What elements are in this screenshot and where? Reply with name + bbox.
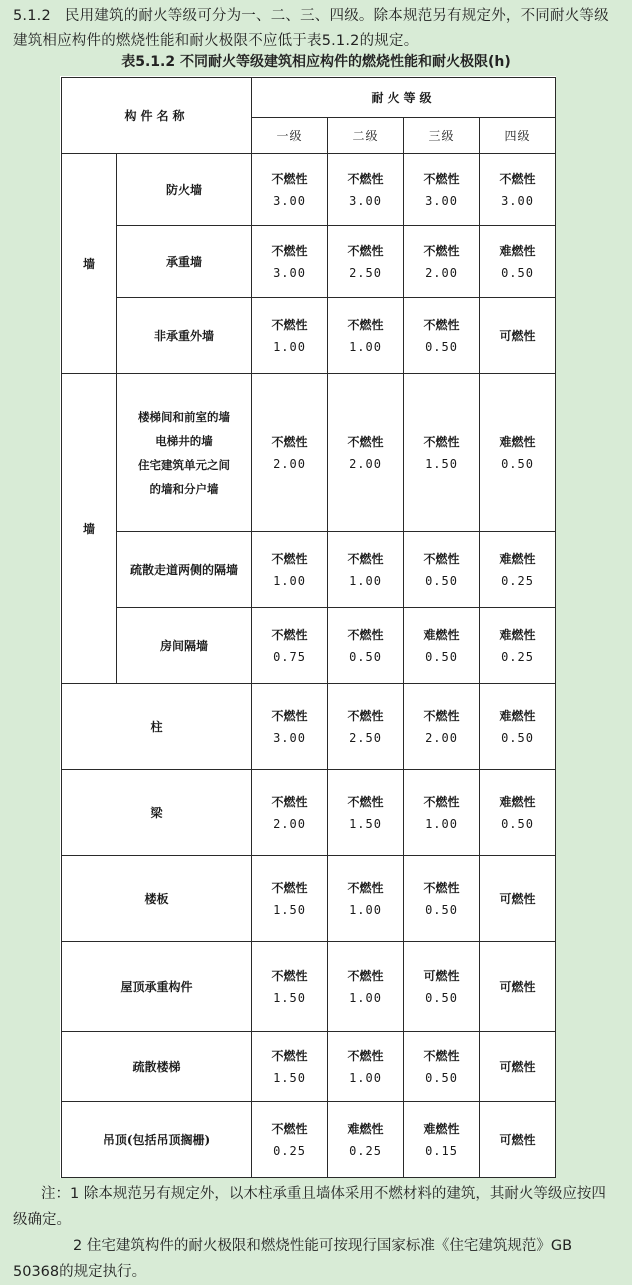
table-row <box>62 298 556 374</box>
combustibility: 不燃性 <box>347 243 384 258</box>
fire-resistance-hours: 3.00 <box>501 193 534 208</box>
rating-cell <box>252 154 328 226</box>
rating-cell <box>480 856 556 942</box>
component-name: 承重墙 <box>117 226 252 298</box>
fire-resistance-hours: 1.50 <box>349 816 382 831</box>
fire-resistance-hours: 0.50 <box>501 265 534 280</box>
rating-cell <box>328 154 404 226</box>
rating-cell <box>404 856 480 942</box>
rating-cell <box>252 770 328 856</box>
rating-cell <box>480 532 556 608</box>
combustibility: 不燃性 <box>271 1121 308 1136</box>
combustibility: 难燃性 <box>499 708 536 723</box>
rating-cell <box>328 1102 404 1178</box>
rating-cell <box>252 1102 328 1178</box>
header-component: 构件名称 <box>62 78 252 154</box>
fire-resistance-hours: 1.00 <box>349 902 382 917</box>
combustibility: 不燃性 <box>423 708 460 723</box>
header-level-1: 一级 <box>252 118 328 154</box>
combustibility: 不燃性 <box>271 794 308 809</box>
fire-resistance-hours: 0.50 <box>349 649 382 664</box>
fire-resistance-hours: 0.50 <box>425 902 458 917</box>
fire-resistance-hours: 0.25 <box>349 1143 382 1158</box>
fire-resistance-hours: 0.50 <box>425 990 458 1005</box>
rating-cell <box>328 298 404 374</box>
table-row <box>62 226 556 298</box>
rating-cell <box>480 374 556 532</box>
fire-resistance-hours: 1.00 <box>425 816 458 831</box>
table-row <box>62 856 556 942</box>
fire-resistance-hours: 0.25 <box>501 649 534 664</box>
rating-cell <box>328 942 404 1032</box>
combustibility: 不燃性 <box>271 627 308 642</box>
header-level-4: 四级 <box>480 118 556 154</box>
combustibility: 难燃性 <box>499 243 536 258</box>
combustibility: 不燃性 <box>423 171 460 186</box>
combustibility: 难燃性 <box>499 627 536 642</box>
component-name-line: 住宅建筑单元之间 <box>138 457 230 472</box>
rating-cell <box>328 684 404 770</box>
rating-cell <box>404 374 480 532</box>
combustibility: 难燃性 <box>499 434 536 449</box>
fire-resistance-hours: 2.00 <box>273 456 306 471</box>
fire-resistance-hours: 0.50 <box>501 456 534 471</box>
combustibility: 不燃性 <box>423 317 460 332</box>
table-row <box>62 1102 556 1178</box>
combustibility: 可燃性 <box>499 328 536 343</box>
component-name: 屋顶承重构件 <box>62 942 252 1032</box>
combustibility: 不燃性 <box>423 880 460 895</box>
combustibility: 不燃性 <box>347 1048 384 1063</box>
fire-resistance-hours: 0.50 <box>501 730 534 745</box>
fire-resistance-hours: 0.75 <box>273 649 306 664</box>
table-row <box>62 532 556 608</box>
rating-cell <box>480 1102 556 1178</box>
fire-resistance-hours: 2.00 <box>349 456 382 471</box>
combustibility: 可燃性 <box>499 891 536 906</box>
component-name: 防火墙 <box>117 154 252 226</box>
combustibility: 不燃性 <box>271 1048 308 1063</box>
fire-resistance-hours: 1.00 <box>273 339 306 354</box>
component-name: 非承重外墙 <box>117 298 252 374</box>
combustibility: 不燃性 <box>499 171 536 186</box>
rating-cell <box>404 1102 480 1178</box>
rating-cell <box>404 1032 480 1102</box>
combustibility: 可燃性 <box>499 979 536 994</box>
clause-paragraph <box>13 4 619 54</box>
table-row <box>62 770 556 856</box>
header-level-3: 三级 <box>404 118 480 154</box>
combustibility: 难燃性 <box>499 551 536 566</box>
note-2: 2 住宅建筑构件的耐火极限和燃烧性能可按现行国家标准《住宅建筑规范》GB 50368的规定执行。 <box>13 1238 573 1280</box>
component-name-line: 电梯井的墙 <box>155 433 213 448</box>
fire-resistance-hours: 1.50 <box>425 456 458 471</box>
table-row <box>62 374 556 532</box>
rating-cell <box>328 856 404 942</box>
rating-cell <box>404 684 480 770</box>
rating-cell <box>328 226 404 298</box>
rating-cell <box>252 1032 328 1102</box>
fire-rating-table <box>61 77 556 1178</box>
combustibility: 不燃性 <box>423 1048 460 1063</box>
rating-cell <box>328 608 404 684</box>
table-row <box>62 154 556 226</box>
rating-cell <box>404 942 480 1032</box>
component-name: 柱 <box>62 684 252 770</box>
component-name <box>117 374 252 532</box>
component-name: 房间隔墙 <box>117 608 252 684</box>
combustibility: 不燃性 <box>347 708 384 723</box>
combustibility: 不燃性 <box>271 243 308 258</box>
fire-resistance-hours: 3.00 <box>273 730 306 745</box>
component-name-line: 楼梯间和前室的墙 <box>138 409 230 424</box>
clause-text: 民用建筑的耐火等级可分为一、二、三、四级。除本规范另有规定外，不同耐火等级建筑相应构件的燃烧性能和耐火极限不应低于表5.1.2的规定。 <box>13 8 609 49</box>
clause-number: 5.1.2 <box>13 8 51 24</box>
combustibility: 可燃性 <box>499 1132 536 1147</box>
combustibility: 不燃性 <box>423 794 460 809</box>
table-row <box>62 608 556 684</box>
fire-resistance-hours: 1.50 <box>273 990 306 1005</box>
component-name: 梁 <box>62 770 252 856</box>
table-notes <box>13 1181 619 1285</box>
rating-cell <box>328 374 404 532</box>
combustibility: 不燃性 <box>347 880 384 895</box>
rating-cell <box>252 298 328 374</box>
fire-resistance-hours: 1.00 <box>349 1070 382 1085</box>
fire-resistance-hours: 0.15 <box>425 1143 458 1158</box>
component-name: 楼板 <box>62 856 252 942</box>
combustibility: 不燃性 <box>347 317 384 332</box>
rating-cell <box>480 298 556 374</box>
combustibility: 不燃性 <box>423 434 460 449</box>
combustibility: 可燃性 <box>499 1059 536 1074</box>
fire-resistance-hours: 1.00 <box>349 573 382 588</box>
fire-resistance-hours: 1.50 <box>273 1070 306 1085</box>
fire-resistance-hours: 1.00 <box>349 990 382 1005</box>
fire-resistance-hours: 0.50 <box>425 573 458 588</box>
rating-cell <box>252 532 328 608</box>
group-wall-1: 墙 <box>62 154 117 374</box>
rating-cell <box>480 684 556 770</box>
rating-cell <box>328 770 404 856</box>
fire-resistance-hours: 3.00 <box>425 193 458 208</box>
component-name: 疏散走道两侧的隔墙 <box>117 532 252 608</box>
table-row <box>62 942 556 1032</box>
note-1: 注：1 除本规范另有规定外，以木柱承重且墙体采用不燃材料的建筑，其耐火等级应按四级确定。 <box>13 1186 606 1228</box>
combustibility: 难燃性 <box>423 1121 460 1136</box>
table-row <box>62 1032 556 1102</box>
header-level-2: 二级 <box>328 118 404 154</box>
fire-resistance-hours: 3.00 <box>273 193 306 208</box>
combustibility: 可燃性 <box>423 968 460 983</box>
rating-cell <box>480 608 556 684</box>
combustibility: 不燃性 <box>271 708 308 723</box>
group-wall-2: 墙 <box>62 374 117 684</box>
rating-cell <box>404 532 480 608</box>
rating-cell <box>252 856 328 942</box>
combustibility: 不燃性 <box>271 551 308 566</box>
combustibility: 不燃性 <box>347 968 384 983</box>
rating-cell <box>252 226 328 298</box>
fire-resistance-hours: 1.00 <box>349 339 382 354</box>
fire-resistance-hours: 2.50 <box>349 730 382 745</box>
rating-cell <box>252 608 328 684</box>
rating-cell <box>252 942 328 1032</box>
rating-cell <box>404 608 480 684</box>
fire-resistance-hours: 0.50 <box>425 649 458 664</box>
combustibility: 不燃性 <box>347 794 384 809</box>
fire-resistance-hours: 1.50 <box>273 902 306 917</box>
rating-cell <box>480 154 556 226</box>
combustibility: 难燃性 <box>347 1121 384 1136</box>
fire-resistance-hours: 2.00 <box>425 265 458 280</box>
fire-resistance-hours: 0.25 <box>501 573 534 588</box>
fire-resistance-hours: 3.00 <box>273 265 306 280</box>
rating-cell <box>480 1032 556 1102</box>
component-name: 吊顶(包括吊顶搁栅) <box>62 1102 252 1178</box>
rating-cell <box>328 1032 404 1102</box>
rating-cell <box>480 942 556 1032</box>
fire-resistance-hours: 2.00 <box>273 816 306 831</box>
rating-cell <box>404 770 480 856</box>
combustibility: 难燃性 <box>499 794 536 809</box>
table-caption: 表5.1.2 不同耐火等级建筑相应构件的燃烧性能和耐火极限(h) <box>121 54 511 70</box>
rating-cell <box>404 298 480 374</box>
fire-resistance-hours: 2.00 <box>425 730 458 745</box>
rating-cell <box>404 154 480 226</box>
combustibility: 不燃性 <box>423 551 460 566</box>
rating-cell <box>252 684 328 770</box>
combustibility: 不燃性 <box>347 627 384 642</box>
rating-cell <box>328 532 404 608</box>
rating-cell <box>480 770 556 856</box>
rating-cell <box>480 226 556 298</box>
rating-cell <box>404 226 480 298</box>
combustibility: 难燃性 <box>423 627 460 642</box>
combustibility: 不燃性 <box>347 434 384 449</box>
fire-resistance-hours: 0.50 <box>425 1070 458 1085</box>
fire-resistance-hours: 0.50 <box>425 339 458 354</box>
table-row <box>62 684 556 770</box>
fire-resistance-hours: 3.00 <box>349 193 382 208</box>
combustibility: 不燃性 <box>271 317 308 332</box>
combustibility: 不燃性 <box>423 243 460 258</box>
rating-cell <box>252 374 328 532</box>
fire-resistance-hours: 2.50 <box>349 265 382 280</box>
combustibility: 不燃性 <box>347 171 384 186</box>
fire-resistance-hours: 0.50 <box>501 816 534 831</box>
component-name-line: 的墙和分户墙 <box>149 481 219 496</box>
combustibility: 不燃性 <box>271 968 308 983</box>
header-rating: 耐火等级 <box>252 78 556 118</box>
combustibility: 不燃性 <box>271 171 308 186</box>
component-name: 疏散楼梯 <box>62 1032 252 1102</box>
combustibility: 不燃性 <box>347 551 384 566</box>
combustibility: 不燃性 <box>271 434 308 449</box>
fire-resistance-hours: 0.25 <box>273 1143 306 1158</box>
combustibility: 不燃性 <box>271 880 308 895</box>
fire-resistance-hours: 1.00 <box>273 573 306 588</box>
